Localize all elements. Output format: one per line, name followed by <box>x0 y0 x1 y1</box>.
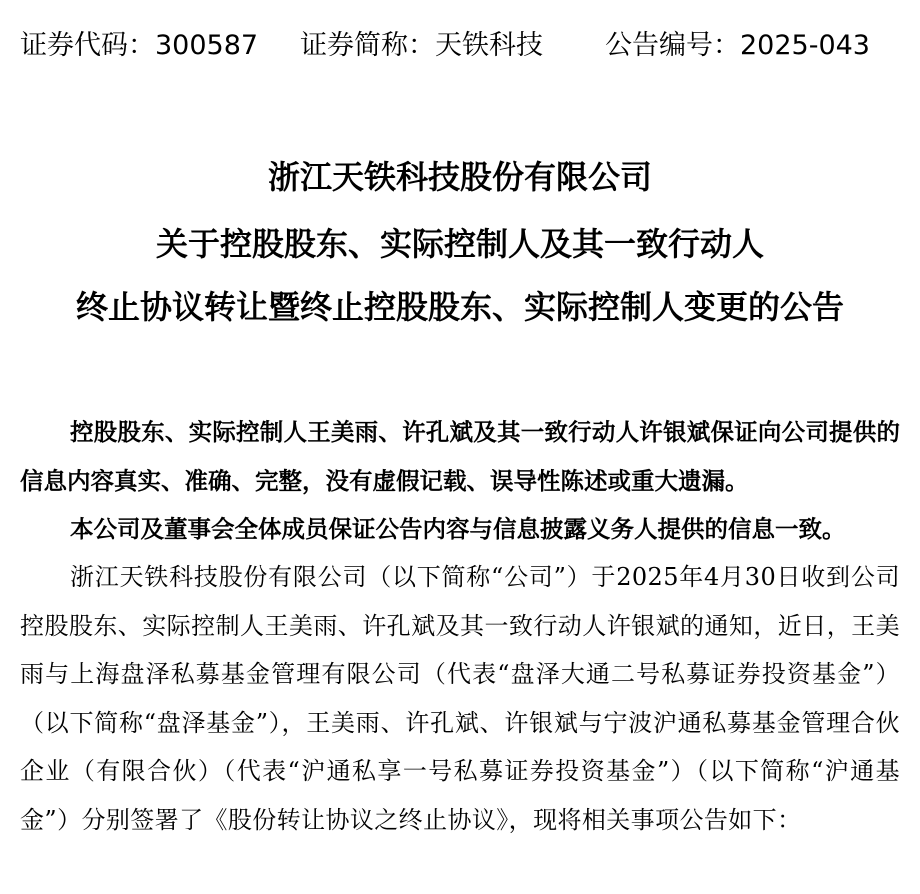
board-consistency-statement: 本公司及董事会全体成员保证公告内容与信息披露义务人提供的信息一致。 <box>70 515 846 543</box>
announcement-header <box>20 26 900 66</box>
truthfulness-statement: 控股股东、实际控制人王美雨、许孔斌及其一致行动人许银斌保证向公司提供的信息内容真实、准确、完整，没有虚假记载、误导性陈述或重大遗漏。 <box>20 418 900 495</box>
announcement-title-line-1: 关于控股股东、实际控制人及其一致行动人 <box>155 225 764 263</box>
announcement-title-line-2: 终止协议转让暨终止控股股东、实际控制人变更的公告 <box>75 288 844 326</box>
stock-short-name: 证券简称：天铁科技 <box>300 30 543 61</box>
company-title: 浙江天铁科技股份有限公司 <box>267 158 652 196</box>
body-paragraph: 浙江天铁科技股份有限公司（以下简称“公司”）于2025年4月30日收到公司控股股东、实际控制人王美雨、许孔斌及其一致行动人许银斌的通知，近日，王美雨与上海盘泽私募基金管理有限公司（代表“盘泽大通二号私募证券投资基金”）（以下简称“盘泽基金”），王美雨、许孔斌、许银斌与宁波沪通私募基金管理合伙企业（有限合伙）（代表“沪通私享一号私募证券投资基金”）（以下简称“沪通基金”）分别签署了《股份转让协议之终止协议》，现将相关事项公告如下： <box>20 563 900 834</box>
announcement-number: 公告编号：2025-043 <box>605 30 870 61</box>
stock-code: 证券代码：300587 <box>20 30 259 61</box>
